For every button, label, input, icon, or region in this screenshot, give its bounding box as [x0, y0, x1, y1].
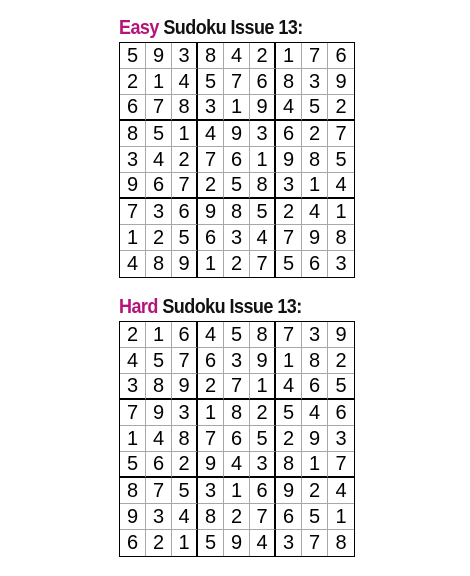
grid-cell: 1 [250, 374, 276, 400]
grid-cell: 9 [172, 374, 198, 400]
grid-cell: 2 [276, 426, 302, 452]
grid-cell: 8 [120, 478, 146, 504]
grid-cell: 3 [302, 322, 328, 348]
grid-cell: 3 [146, 504, 172, 530]
grid-cell: 2 [250, 43, 276, 69]
grid-cell: 8 [120, 121, 146, 147]
grid-cell: 7 [302, 530, 328, 556]
grid-cell: 2 [224, 251, 250, 277]
grid-cell: 3 [120, 374, 146, 400]
grid-cell: 8 [335, 532, 347, 554]
grid-cell: 4 [198, 322, 224, 348]
grid-cell: 2 [250, 400, 276, 426]
grid-cell: 7 [172, 348, 198, 374]
grid-cell: 6 [146, 173, 172, 199]
grid-cell: 5 [276, 400, 302, 426]
grid-cell: 4 [328, 173, 354, 199]
grid-cell: 9 [328, 322, 354, 348]
grid-cell: 8 [198, 504, 224, 530]
grid-cell: 1 [302, 173, 328, 199]
grid-cell: 9 [224, 530, 250, 556]
grid-cell: 6 [224, 426, 250, 452]
grid-cell: 5 [146, 121, 172, 147]
grid-cell: 6 [328, 43, 354, 69]
grid-cell: 2 [276, 199, 302, 225]
grid-cell: 1 [328, 504, 354, 530]
grid-cell: 2 [172, 452, 198, 478]
grid-cell: 6 [172, 199, 198, 225]
grid-cell: 3 [172, 400, 198, 426]
grid-cell: 5 [250, 199, 276, 225]
grid-cell: 4 [302, 400, 328, 426]
grid-cell: 3 [198, 478, 224, 504]
grid-cell: 5 [224, 173, 250, 199]
sudoku-grid [119, 42, 355, 278]
grid-cell: 6 [172, 322, 198, 348]
grid-cell: 9 [250, 95, 276, 121]
grid-cell: 7 [120, 199, 146, 225]
grid-cell: 5 [146, 348, 172, 374]
grid-cell: 1 [224, 95, 250, 121]
grid-cell: 6 [198, 348, 224, 374]
grid-cell: 3 [146, 199, 172, 225]
grid-cell: 6 [276, 504, 302, 530]
grid-cell: 4 [198, 121, 224, 147]
grid-cell: 6 [302, 251, 328, 277]
grid-cell: 5 [276, 251, 302, 277]
grid-cell: 4 [146, 426, 172, 452]
grid-cell: 8 [224, 400, 250, 426]
grid-cell: 4 [276, 95, 302, 121]
grid-cell: 6 [224, 147, 250, 173]
grid-cell: 2 [328, 348, 354, 374]
grid-cell: 8 [172, 426, 198, 452]
grid-cell: 5 [224, 322, 250, 348]
grid-cell: 6 [120, 530, 146, 556]
grid-cell: 9 [120, 173, 146, 199]
grid-cell: 2 [120, 322, 146, 348]
grid-cell: 5 [328, 147, 354, 173]
grid-cell: 5 [120, 452, 146, 478]
grid-cell: 2 [224, 504, 250, 530]
grid-cell: 8 [146, 374, 172, 400]
grid-cell: 7 [224, 69, 250, 95]
grid-cell: 5 [302, 504, 328, 530]
grid-cell: 7 [276, 322, 302, 348]
grid-cell: 3 [335, 253, 347, 275]
grid-cell: 7 [276, 225, 302, 251]
grid-cell: 9 [250, 348, 276, 374]
issue-label: Sudoku Issue 13: [157, 296, 302, 318]
grid-cell: 2 [172, 147, 198, 173]
grid-cell: 3 [276, 530, 302, 556]
grid-cell: 8 [250, 322, 276, 348]
grid-cell: 9 [120, 504, 146, 530]
grid-cell: 2 [302, 478, 328, 504]
grid-cell: 7 [146, 478, 172, 504]
grid-cell: 7 [172, 173, 198, 199]
grid-cell: 9 [198, 452, 224, 478]
grid-cell: 4 [120, 251, 146, 277]
grid-cell: 1 [172, 530, 198, 556]
grid-cell: 6 [250, 69, 276, 95]
grid-cell: 8 [302, 147, 328, 173]
grid-cell: 5 [120, 43, 146, 69]
grid-cell: 5 [172, 225, 198, 251]
grid-cell: 2 [146, 225, 172, 251]
grid-cell: 2 [198, 374, 224, 400]
grid-cell: 8 [302, 348, 328, 374]
grid-cell: 7 [328, 452, 354, 478]
grid-cell: 2 [328, 95, 354, 121]
grid-cell: 1 [146, 322, 172, 348]
grid-cell: 3 [328, 426, 354, 452]
grid-cell: 5 [328, 374, 354, 400]
grid-cell: 6 [328, 400, 354, 426]
difficulty-label: Hard [119, 296, 158, 318]
grid-cell: 8 [146, 251, 172, 277]
grid-cell: 7 [198, 147, 224, 173]
grid-cell: 5 [302, 95, 328, 121]
grid-cell: 9 [302, 225, 328, 251]
grid-cell: 1 [276, 348, 302, 374]
grid-cell: 1 [250, 147, 276, 173]
grid-cell: 9 [224, 121, 250, 147]
easy-sudoku-puzzle [119, 17, 355, 278]
grid-cell: 8 [224, 199, 250, 225]
grid-cell: 8 [172, 95, 198, 121]
grid-cell: 6 [198, 225, 224, 251]
grid-cell: 6 [302, 374, 328, 400]
grid-cell: 1 [198, 251, 224, 277]
grid-cell: 8 [198, 43, 224, 69]
grid-cell: 7 [224, 374, 250, 400]
grid-cell: 9 [146, 400, 172, 426]
grid-cell: 9 [328, 69, 354, 95]
grid-cell: 1 [328, 199, 354, 225]
grid-cell: 2 [198, 173, 224, 199]
grid-cell: 8 [250, 173, 276, 199]
grid-cell: 5 [250, 426, 276, 452]
grid-cell: 9 [198, 199, 224, 225]
grid-cell: 5 [172, 478, 198, 504]
grid-cell: 5 [198, 69, 224, 95]
grid-cell: 7 [250, 251, 276, 277]
grid-cell: 4 [328, 478, 354, 504]
grid-cell: 3 [250, 452, 276, 478]
grid-cell: 3 [198, 95, 224, 121]
grid-cell: 1 [146, 69, 172, 95]
grid-cell: 4 [172, 504, 198, 530]
grid-cell: 3 [302, 69, 328, 95]
grid-cell: 3 [120, 147, 146, 173]
grid-cell: 9 [276, 147, 302, 173]
grid-cell: 3 [224, 348, 250, 374]
grid-cell: 4 [250, 530, 276, 556]
grid-cell: 4 [250, 225, 276, 251]
grid-cell: 7 [250, 504, 276, 530]
issue-label: Sudoku Issue 13: [158, 17, 303, 39]
grid-cell: 9 [302, 426, 328, 452]
grid-cell: 3 [172, 43, 198, 69]
grid-cell: 6 [276, 121, 302, 147]
grid-cell: 2 [146, 530, 172, 556]
grid-cell: 8 [276, 69, 302, 95]
grid-cell: 9 [172, 251, 198, 277]
grid-cell: 3 [224, 225, 250, 251]
grid-cell: 1 [224, 478, 250, 504]
grid-cell: 4 [224, 43, 250, 69]
grid-cell: 2 [120, 69, 146, 95]
grid-cell: 8 [276, 452, 302, 478]
grid-cell: 7 [198, 426, 224, 452]
grid-cell: 6 [120, 95, 146, 121]
hard-sudoku-puzzle [119, 296, 355, 557]
grid-cell: 4 [172, 69, 198, 95]
grid-cell: 1 [302, 452, 328, 478]
grid-cell: 3 [250, 121, 276, 147]
difficulty-label: Easy [119, 17, 159, 39]
grid-cell: 6 [146, 452, 172, 478]
grid-cell: 9 [276, 478, 302, 504]
grid-cell: 1 [198, 400, 224, 426]
grid-cell: 7 [328, 121, 354, 147]
grid-cell: 1 [172, 121, 198, 147]
grid-cell: 4 [146, 147, 172, 173]
puzzle-title [119, 17, 331, 39]
grid-cell: 6 [250, 478, 276, 504]
grid-cell: 2 [302, 121, 328, 147]
grid-cell: 4 [302, 199, 328, 225]
sudoku-grid [119, 321, 355, 557]
grid-cell: 7 [120, 400, 146, 426]
grid-cell: 7 [146, 95, 172, 121]
grid-cell: 9 [146, 43, 172, 69]
grid-cell: 1 [120, 225, 146, 251]
grid-cell: 7 [302, 43, 328, 69]
grid-cell: 1 [120, 426, 146, 452]
grid-cell: 8 [328, 225, 354, 251]
grid-cell: 1 [276, 43, 302, 69]
grid-cell: 3 [276, 173, 302, 199]
grid-cell: 4 [120, 348, 146, 374]
grid-cell: 4 [276, 374, 302, 400]
grid-cell: 5 [198, 530, 224, 556]
puzzle-title [119, 296, 331, 318]
grid-cell: 4 [224, 452, 250, 478]
